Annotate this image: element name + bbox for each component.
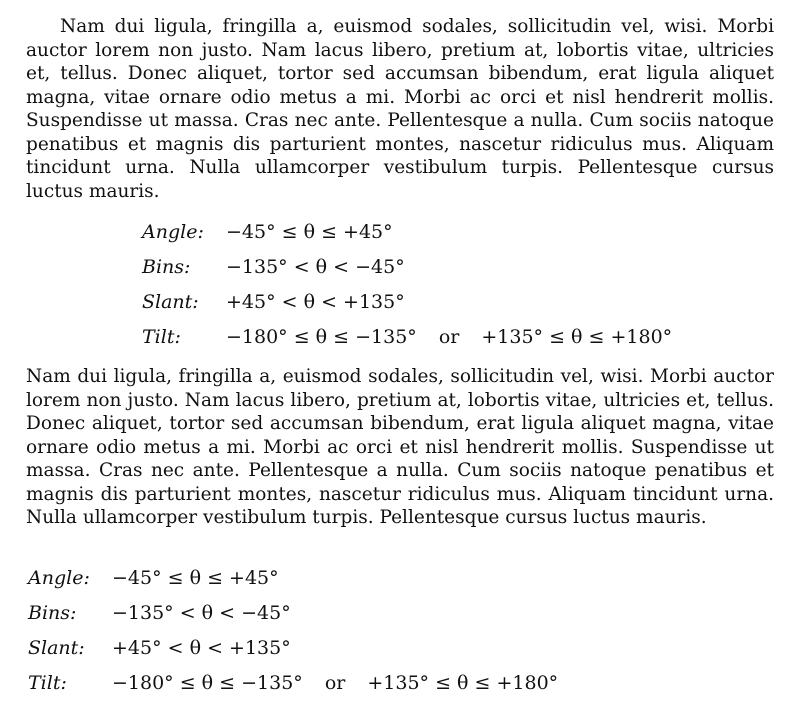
angle-label: Angle: xyxy=(142,221,204,243)
tilt-label: Tilt: xyxy=(142,326,181,348)
tilt-range: −180° ≤ θ ≤ −135° xyxy=(112,672,303,694)
tilt-range-2: +135° ≤ θ ≤ +180° xyxy=(367,672,559,694)
math-row-bins xyxy=(28,596,558,631)
bins-label: Bins: xyxy=(28,602,77,624)
tilt-or-connector: or xyxy=(324,672,346,694)
math-row-tilt xyxy=(28,666,558,701)
tilt-or-connector: or xyxy=(438,326,460,348)
angle-definitions-block-1 xyxy=(142,215,672,355)
angle-label: Angle: xyxy=(28,567,90,589)
math-row-angle xyxy=(28,561,558,596)
tilt-range: −180° ≤ θ ≤ −135° xyxy=(226,326,417,348)
math-row-slant xyxy=(28,631,558,666)
tilt-label: Tilt: xyxy=(28,672,67,694)
slant-label: Slant: xyxy=(28,637,85,659)
tilt-range-2: +135° ≤ θ ≤ +180° xyxy=(481,326,673,348)
slant-label: Slant: xyxy=(142,291,199,313)
math-row-tilt xyxy=(142,320,672,355)
body-paragraph-2: Nam dui ligula, fringilla a, euismod sodales, sollicitudin vel, wisi. Morbi auctor lorem non justo. Nam lacus libero, pretium at, lobortis vitae, ultricies et, tellus. Donec aliquet, tortor sed accumsan bibendum, erat ligula aliquet magna, vitae ornare odio metus a mi. Morbi ac orci et nisl hendrerit mollis. Suspendisse ut massa. Cras nec ante. Pellentesque a nulla. Cum sociis natoque penatibus et magnis dis parturient montes, nascetur ridiculus mus. Aliquam tincidunt urna. Nulla ullamcorper vestibulum turpis. Pellentesque cursus luctus mauris. xyxy=(26,366,774,528)
bins-range: −135° < θ < −45° xyxy=(112,602,291,624)
bins-label: Bins: xyxy=(142,256,191,278)
angle-range: −45° ≤ θ ≤ +45° xyxy=(112,567,279,589)
bins-range: −135° < θ < −45° xyxy=(226,256,405,278)
angle-range: −45° ≤ θ ≤ +45° xyxy=(226,221,393,243)
slant-range: +45° < θ < +135° xyxy=(112,637,291,659)
math-row-bins xyxy=(142,250,672,285)
math-row-slant xyxy=(142,285,672,320)
body-paragraph-1: Nam dui ligula, fringilla a, euismod sodales, sollicitudin vel, wisi. Morbi auctor lorem non justo. Nam lacus libero, pretium at, lobortis vitae, ultricies et, tellus. Donec aliquet, tortor sed accumsan bibendum, erat ligula aliquet magna, vitae ornare odio metus a mi. Morbi ac orci et nisl hendrerit mollis. Suspendisse ut massa. Cras nec ante. Pellentesque a nulla. Cum sociis natoque penatibus et magnis dis parturient montes, nascetur ridiculus mus. Aliquam tincidunt urna. Nulla ullamcorper vestibulum turpis. Pellentesque cursus luctus mauris. xyxy=(26,16,774,202)
math-row-angle xyxy=(142,215,672,250)
angle-definitions-block-2 xyxy=(28,561,558,701)
slant-range: +45° < θ < +135° xyxy=(226,291,405,313)
